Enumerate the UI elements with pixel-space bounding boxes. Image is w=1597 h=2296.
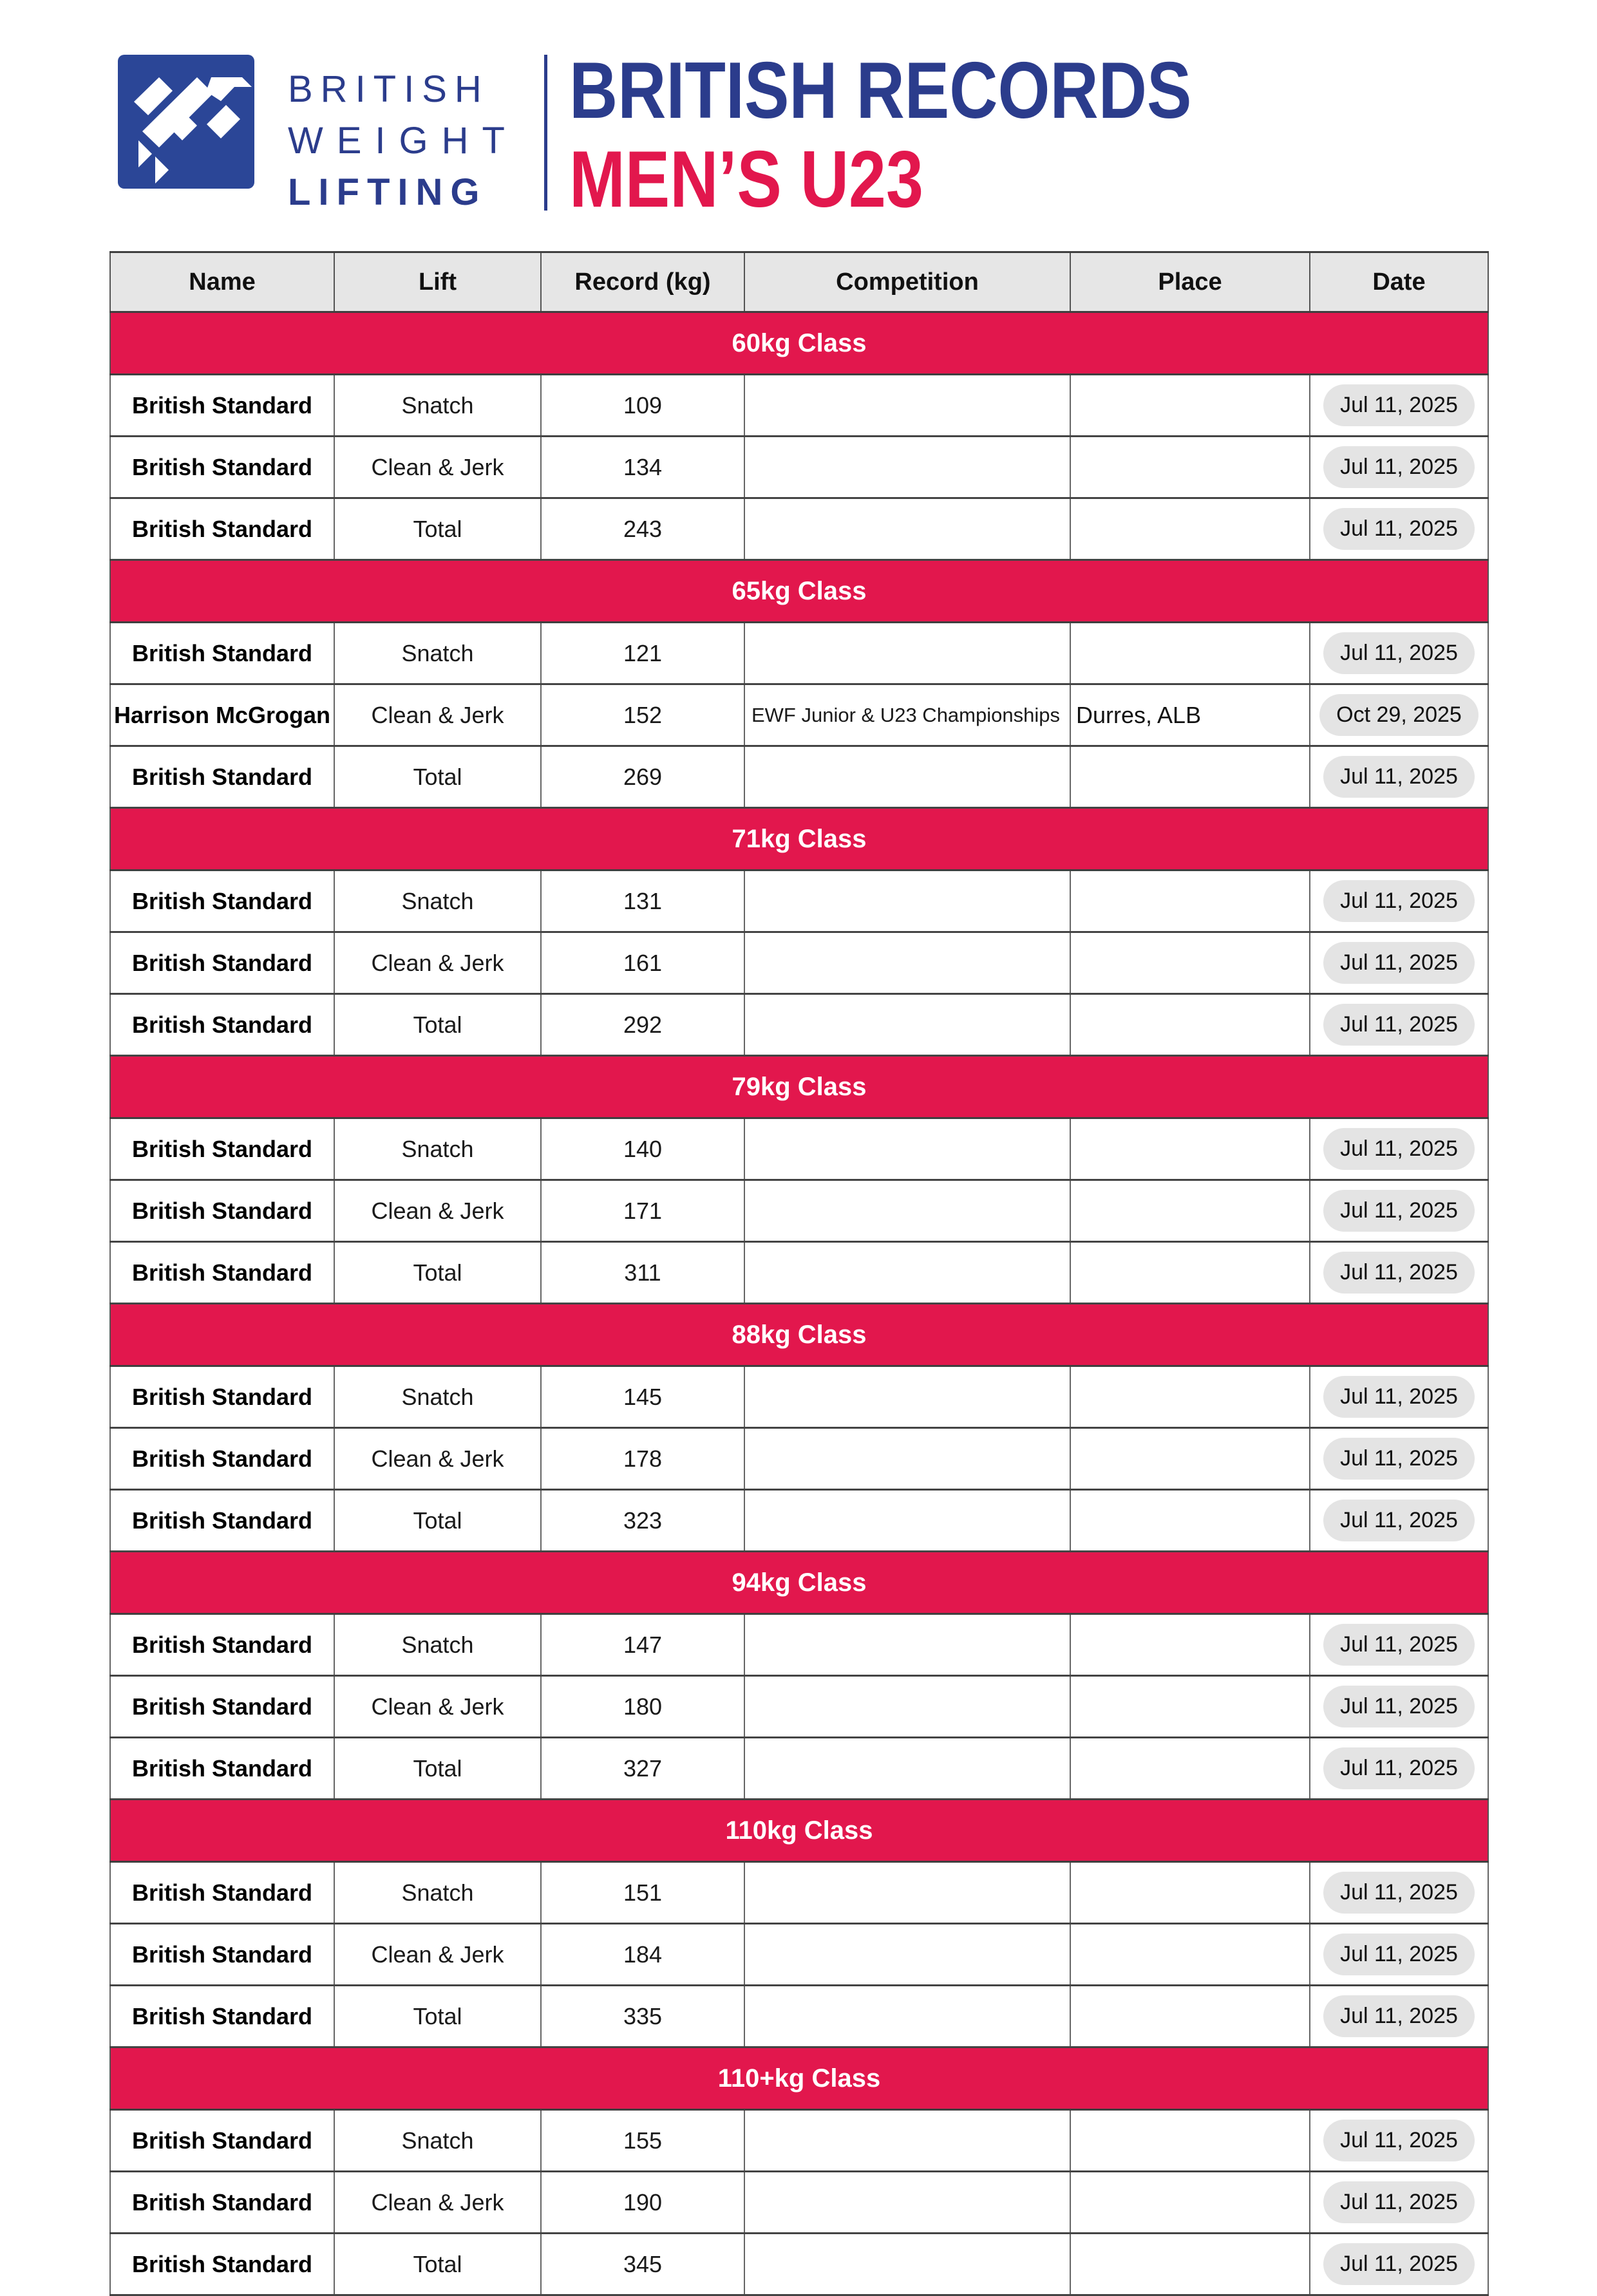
- lift-cell: Clean & Jerk: [334, 2172, 541, 2234]
- name-cell: British Standard: [110, 2172, 334, 2234]
- record-cell: 292: [541, 994, 744, 1056]
- name-cell: British Standard: [110, 932, 334, 994]
- name-cell: British Standard: [110, 1986, 334, 2047]
- lift-cell: Total: [334, 994, 541, 1056]
- date-cell: [1310, 1924, 1488, 1986]
- place-cell: [1070, 375, 1310, 437]
- name-cell: British Standard: [110, 1366, 334, 1428]
- name-cell: British Standard: [110, 1676, 334, 1738]
- competition-cell: [744, 2234, 1070, 2295]
- place-cell: [1070, 1676, 1310, 1738]
- record-cell: 345: [541, 2234, 744, 2295]
- record-row: [110, 932, 1488, 994]
- date-pill: Jul 11, 2025: [1323, 1624, 1475, 1666]
- place-cell: [1070, 932, 1310, 994]
- place-cell: [1070, 1986, 1310, 2047]
- record-row: [110, 1428, 1488, 1490]
- class-band: 88kg Class: [110, 1304, 1488, 1366]
- record-cell: 243: [541, 498, 744, 560]
- class-band: 94kg Class: [110, 1552, 1488, 1614]
- date-pill: Jul 11, 2025: [1323, 1500, 1475, 1541]
- record-row: [110, 1924, 1488, 1986]
- date-cell: [1310, 498, 1488, 560]
- date-cell: [1310, 1118, 1488, 1180]
- date-pill: Jul 11, 2025: [1323, 1686, 1475, 1727]
- lift-cell: Clean & Jerk: [334, 1676, 541, 1738]
- record-row: [110, 375, 1488, 437]
- date-pill: Jul 11, 2025: [1323, 1934, 1475, 1975]
- date-pill: Oct 29, 2025: [1319, 694, 1479, 736]
- competition-cell: [744, 1180, 1070, 1242]
- class-band: 65kg Class: [110, 560, 1488, 623]
- date-pill: Jul 11, 2025: [1323, 1004, 1475, 1046]
- record-cell: 171: [541, 1180, 744, 1242]
- record-cell: 151: [541, 1862, 744, 1924]
- competition-cell: [744, 437, 1070, 498]
- competition-cell: [744, 1614, 1070, 1676]
- class-band: 110kg Class: [110, 1800, 1488, 1862]
- name-cell: British Standard: [110, 1180, 334, 1242]
- name-cell: British Standard: [110, 375, 334, 437]
- date-pill: Jul 11, 2025: [1323, 1128, 1475, 1170]
- name-cell: British Standard: [110, 1862, 334, 1924]
- place-cell: [1070, 1614, 1310, 1676]
- place-cell: [1070, 1118, 1310, 1180]
- date-cell: [1310, 870, 1488, 932]
- column-header-date: Date: [1310, 252, 1488, 312]
- record-cell: 161: [541, 932, 744, 994]
- name-cell: British Standard: [110, 994, 334, 1056]
- date-cell: [1310, 684, 1488, 746]
- name-cell: British Standard: [110, 1614, 334, 1676]
- competition-cell: [744, 2110, 1070, 2172]
- lift-cell: Clean & Jerk: [334, 684, 541, 746]
- record-row: [110, 2172, 1488, 2234]
- place-cell: [1070, 746, 1310, 808]
- brand-line-british: BRITISH: [288, 68, 489, 110]
- lift-cell: Clean & Jerk: [334, 1924, 541, 1986]
- lift-cell: Total: [334, 1242, 541, 1304]
- place-cell: [1070, 2172, 1310, 2234]
- date-pill: Jul 11, 2025: [1323, 1252, 1475, 1294]
- brand-line-lifting: LIFTING: [288, 171, 487, 213]
- name-cell: British Standard: [110, 1118, 334, 1180]
- column-header-place: Place: [1070, 252, 1310, 312]
- record-row: [110, 1862, 1488, 1924]
- name-cell: British Standard: [110, 623, 334, 684]
- record-cell: 121: [541, 623, 744, 684]
- class-band: 110+kg Class: [110, 2047, 1488, 2110]
- competition-cell: EWF Junior & U23 Championships: [744, 684, 1070, 746]
- record-cell: 140: [541, 1118, 744, 1180]
- place-cell: [1070, 1180, 1310, 1242]
- record-cell: 184: [541, 1924, 744, 1986]
- header: [118, 46, 1310, 224]
- record-row: [110, 1118, 1488, 1180]
- date-pill: Jul 11, 2025: [1323, 1872, 1475, 1914]
- competition-cell: [744, 1428, 1070, 1490]
- column-header-record-kg: Record (kg): [541, 252, 744, 312]
- name-cell: British Standard: [110, 2234, 334, 2295]
- lift-cell: Clean & Jerk: [334, 437, 541, 498]
- place-cell: [1070, 2234, 1310, 2295]
- competition-cell: [744, 623, 1070, 684]
- class-band-row: [110, 808, 1488, 870]
- place-cell: [1070, 1490, 1310, 1552]
- date-pill: Jul 11, 2025: [1323, 1190, 1475, 1232]
- competition-cell: [744, 1676, 1070, 1738]
- date-cell: [1310, 1738, 1488, 1800]
- column-header-lift: Lift: [334, 252, 541, 312]
- record-row: [110, 623, 1488, 684]
- place-cell: Durres, ALB: [1070, 684, 1310, 746]
- record-cell: 134: [541, 437, 744, 498]
- competition-cell: [744, 1862, 1070, 1924]
- date-cell: [1310, 1862, 1488, 1924]
- lift-cell: Clean & Jerk: [334, 1180, 541, 1242]
- date-cell: [1310, 1490, 1488, 1552]
- name-cell: British Standard: [110, 870, 334, 932]
- date-pill: Jul 11, 2025: [1323, 508, 1475, 550]
- name-cell: British Standard: [110, 2110, 334, 2172]
- class-band: 79kg Class: [110, 1056, 1488, 1118]
- class-band: 71kg Class: [110, 808, 1488, 870]
- record-cell: 269: [541, 746, 744, 808]
- header-divider: [544, 55, 547, 211]
- competition-cell: [744, 1986, 1070, 2047]
- record-row: [110, 1738, 1488, 1800]
- record-row: [110, 1676, 1488, 1738]
- date-pill: Jul 11, 2025: [1323, 2181, 1475, 2223]
- competition-cell: [744, 1490, 1070, 1552]
- record-row: [110, 994, 1488, 1056]
- lift-cell: Total: [334, 1490, 541, 1552]
- date-cell: [1310, 375, 1488, 437]
- lift-cell: Snatch: [334, 623, 541, 684]
- place-cell: [1070, 1738, 1310, 1800]
- date-cell: [1310, 1428, 1488, 1490]
- lift-cell: Clean & Jerk: [334, 932, 541, 994]
- place-cell: [1070, 498, 1310, 560]
- competition-cell: [744, 1924, 1070, 1986]
- place-cell: [1070, 437, 1310, 498]
- lift-cell: Total: [334, 746, 541, 808]
- records-table: [109, 251, 1489, 2296]
- record-row: [110, 684, 1488, 746]
- competition-cell: [744, 994, 1070, 1056]
- record-cell: 131: [541, 870, 744, 932]
- record-row: [110, 2110, 1488, 2172]
- place-cell: [1070, 1366, 1310, 1428]
- page-title: BRITISH RECORDS: [569, 46, 1192, 135]
- lift-cell: Snatch: [334, 1366, 541, 1428]
- class-band-row: [110, 1304, 1488, 1366]
- name-cell: British Standard: [110, 1490, 334, 1552]
- name-cell: Harrison McGrogan: [110, 684, 334, 746]
- place-cell: [1070, 2110, 1310, 2172]
- date-pill: Jul 11, 2025: [1323, 2120, 1475, 2161]
- competition-cell: [744, 1366, 1070, 1428]
- competition-cell: [744, 1738, 1070, 1800]
- record-cell: 327: [541, 1738, 744, 1800]
- column-header-competition: Competition: [744, 252, 1070, 312]
- date-cell: [1310, 2110, 1488, 2172]
- place-cell: [1070, 1862, 1310, 1924]
- brand-wordmark: [288, 64, 518, 218]
- record-cell: 155: [541, 2110, 744, 2172]
- date-pill: Jul 11, 2025: [1323, 1376, 1475, 1418]
- place-cell: [1070, 623, 1310, 684]
- record-cell: 145: [541, 1366, 744, 1428]
- record-cell: 109: [541, 375, 744, 437]
- record-cell: 147: [541, 1614, 744, 1676]
- competition-cell: [744, 746, 1070, 808]
- class-band-row: [110, 560, 1488, 623]
- brand-line-weight: WEIGHT: [288, 120, 518, 162]
- lift-cell: Total: [334, 498, 541, 560]
- name-cell: British Standard: [110, 498, 334, 560]
- lift-cell: Snatch: [334, 870, 541, 932]
- record-row: [110, 1490, 1488, 1552]
- date-pill: Jul 11, 2025: [1323, 1995, 1475, 2037]
- record-cell: 178: [541, 1428, 744, 1490]
- record-cell: 335: [541, 1986, 744, 2047]
- place-cell: [1070, 870, 1310, 932]
- record-row: [110, 1366, 1488, 1428]
- column-header-name: Name: [110, 252, 334, 312]
- record-row: [110, 1986, 1488, 2047]
- competition-cell: [744, 375, 1070, 437]
- bwl-logo-icon: [118, 55, 254, 189]
- record-row: [110, 746, 1488, 808]
- competition-cell: [744, 932, 1070, 994]
- date-pill: Jul 11, 2025: [1323, 632, 1475, 674]
- date-pill: Jul 11, 2025: [1323, 2243, 1475, 2285]
- lift-cell: Snatch: [334, 1118, 541, 1180]
- name-cell: British Standard: [110, 1738, 334, 1800]
- record-cell: 180: [541, 1676, 744, 1738]
- lift-cell: Snatch: [334, 1862, 541, 1924]
- table-header-row: [110, 252, 1488, 312]
- competition-cell: [744, 1118, 1070, 1180]
- lift-cell: Total: [334, 2234, 541, 2295]
- record-row: [110, 1180, 1488, 1242]
- name-cell: British Standard: [110, 746, 334, 808]
- date-cell: [1310, 994, 1488, 1056]
- record-row: [110, 1242, 1488, 1304]
- competition-cell: [744, 1242, 1070, 1304]
- date-pill: Jul 11, 2025: [1323, 384, 1475, 426]
- date-pill: Jul 11, 2025: [1323, 942, 1475, 984]
- record-row: [110, 1614, 1488, 1676]
- date-cell: [1310, 1676, 1488, 1738]
- place-cell: [1070, 1924, 1310, 1986]
- lift-cell: Snatch: [334, 375, 541, 437]
- class-band-row: [110, 2047, 1488, 2110]
- name-cell: British Standard: [110, 437, 334, 498]
- date-cell: [1310, 2234, 1488, 2295]
- date-cell: [1310, 1986, 1488, 2047]
- competition-cell: [744, 498, 1070, 560]
- titles: [569, 46, 1310, 224]
- record-row: [110, 437, 1488, 498]
- date-pill: Jul 11, 2025: [1323, 880, 1475, 922]
- date-cell: [1310, 437, 1488, 498]
- date-pill: Jul 11, 2025: [1323, 1438, 1475, 1480]
- date-cell: [1310, 932, 1488, 994]
- lift-cell: Snatch: [334, 1614, 541, 1676]
- class-band: 60kg Class: [110, 312, 1488, 375]
- record-cell: 190: [541, 2172, 744, 2234]
- record-cell: 323: [541, 1490, 744, 1552]
- date-pill: Jul 11, 2025: [1323, 1747, 1475, 1789]
- record-cell: 152: [541, 684, 744, 746]
- class-band-row: [110, 1056, 1488, 1118]
- name-cell: British Standard: [110, 1428, 334, 1490]
- record-row: [110, 498, 1488, 560]
- record-row: [110, 870, 1488, 932]
- date-cell: [1310, 1614, 1488, 1676]
- date-cell: [1310, 1366, 1488, 1428]
- competition-cell: [744, 870, 1070, 932]
- class-band-row: [110, 312, 1488, 375]
- record-cell: 311: [541, 1242, 744, 1304]
- date-cell: [1310, 746, 1488, 808]
- lift-cell: Snatch: [334, 2110, 541, 2172]
- page-subtitle: MEN’S U23: [569, 135, 923, 224]
- lift-cell: Total: [334, 1738, 541, 1800]
- place-cell: [1070, 994, 1310, 1056]
- table-body: [110, 312, 1488, 2295]
- date-cell: [1310, 623, 1488, 684]
- class-band-row: [110, 1800, 1488, 1862]
- lift-cell: Total: [334, 1986, 541, 2047]
- lift-cell: Clean & Jerk: [334, 1428, 541, 1490]
- name-cell: British Standard: [110, 1242, 334, 1304]
- date-cell: [1310, 2172, 1488, 2234]
- place-cell: [1070, 1428, 1310, 1490]
- competition-cell: [744, 2172, 1070, 2234]
- date-pill: Jul 11, 2025: [1323, 756, 1475, 798]
- record-row: [110, 2234, 1488, 2295]
- date-pill: Jul 11, 2025: [1323, 446, 1475, 488]
- name-cell: British Standard: [110, 1924, 334, 1986]
- class-band-row: [110, 1552, 1488, 1614]
- date-cell: [1310, 1242, 1488, 1304]
- place-cell: [1070, 1242, 1310, 1304]
- date-cell: [1310, 1180, 1488, 1242]
